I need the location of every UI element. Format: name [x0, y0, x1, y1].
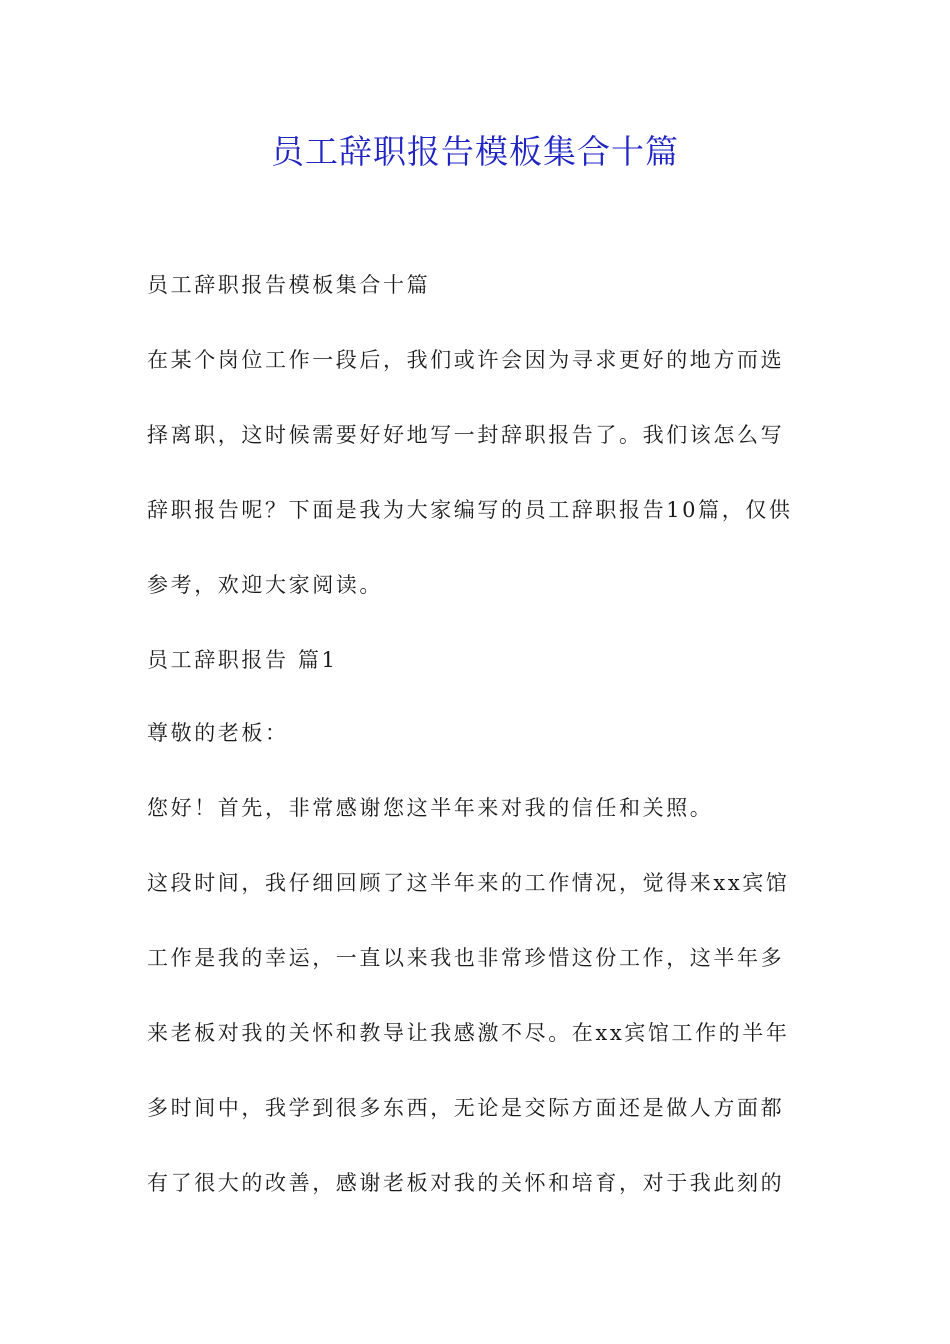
- text-line: 来老板对我的关怀和教导让我感激不尽。在xx宾馆工作的半年: [147, 1021, 790, 1045]
- salutation: 尊敬的老板：: [147, 721, 289, 745]
- text-line: 多时间中，我学到很多东西，无论是交际方面还是做人方面都: [147, 1096, 785, 1120]
- text-line: 辞职报告呢？下面是我为大家编写的员工辞职报告10篇，仅供: [147, 498, 793, 522]
- text-line: 您好！首先，非常感谢您这半年来对我的信任和关照。: [147, 796, 714, 820]
- text-line: 工作是我的幸运，一直以来我也非常珍惜这份工作，这半年多: [147, 946, 785, 970]
- text-line: 有了很大的改善，感谢老板对我的关怀和培育，对于我此刻的: [147, 1171, 785, 1195]
- text-line: 在某个岗位工作一段后，我们或许会因为寻求更好的地方而选: [147, 348, 785, 372]
- text-line: 这段时间，我仔细回顾了这半年来的工作情况，觉得来xx宾馆: [147, 871, 790, 895]
- text-line: 参考，欢迎大家阅读。: [147, 573, 383, 597]
- text-line-subtitle: 员工辞职报告模板集合十篇: [147, 273, 431, 297]
- document-body: [147, 260, 807, 1233]
- text-line: 择离职，这时候需要好好地写一封辞职报告了。我们该怎么写: [147, 423, 785, 447]
- document-title: 员工辞职报告模板集合十篇: [271, 132, 679, 171]
- section-heading: 员工辞职报告 篇1: [147, 648, 338, 672]
